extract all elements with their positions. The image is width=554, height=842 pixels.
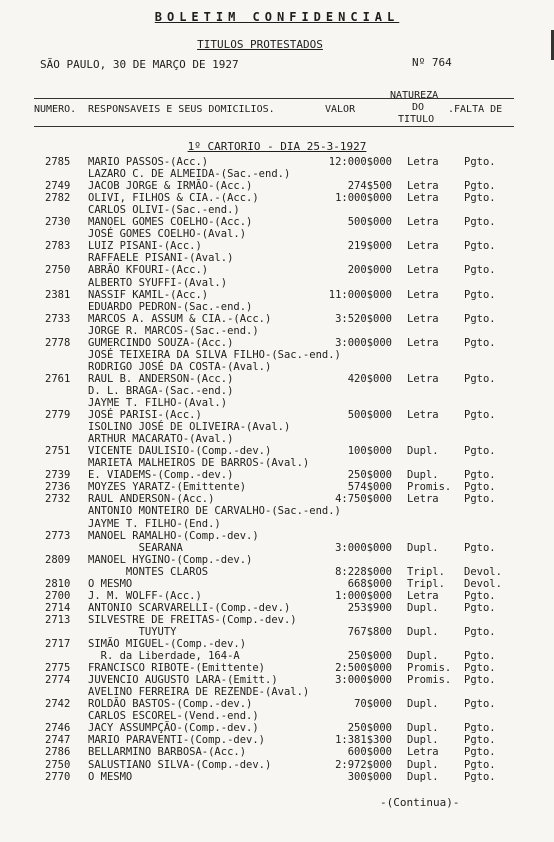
row-value: 8:228$000 xyxy=(335,565,392,578)
row-name: BELLARMINO BARBOSA-(Acc.) xyxy=(88,746,247,759)
row-name: ALBERTO SYUFFI-(Aval.) xyxy=(88,276,228,289)
row-nature: Dupl. xyxy=(407,469,439,482)
row-value: 3:000$000 xyxy=(335,541,392,554)
col-natureza-line2: DO xyxy=(412,102,425,113)
row-nature: Promis. xyxy=(407,674,452,687)
row-value: 668$000 xyxy=(347,577,392,590)
row-falta: Pgto. xyxy=(464,264,496,277)
row-name: J. M. WOLFF-(Acc.) xyxy=(88,589,202,602)
table-row xyxy=(0,481,554,493)
row-nature: Letra xyxy=(407,192,439,205)
row-name: D. L. BRAGA-(Sac.-end.) xyxy=(88,384,234,397)
row-falta: Pgto. xyxy=(464,156,496,168)
row-name: ANTONIO SCARVARELLI-(Comp.-dev.) xyxy=(88,601,291,614)
document-subtitle: TITULOS PROTESTADOS xyxy=(197,38,323,51)
row-name: E. VIADEMS-(Comp.-dev.) xyxy=(88,469,234,482)
row-number: 2736 xyxy=(45,481,71,494)
row-name: JOSÉ GOMES COELHO-(Aval.) xyxy=(88,228,247,241)
row-number: 2381 xyxy=(45,288,71,301)
row-nature: Dupl. xyxy=(407,722,439,735)
row-value: 250$000 xyxy=(347,469,392,482)
row-name: MARIETA MALHEIROS DE BARROS-(Aval.) xyxy=(88,457,310,470)
row-number: 2775 xyxy=(45,662,71,675)
row-value: 574$000 xyxy=(347,481,392,494)
row-name: ABRÃO KFOURI-(Acc.) xyxy=(88,264,209,277)
row-falta: Pgto. xyxy=(464,758,496,771)
row-number: 2810 xyxy=(45,577,71,590)
table-row xyxy=(0,469,554,481)
row-value: 3:520$000 xyxy=(335,312,392,325)
row-value: 1:381$300 xyxy=(335,734,392,747)
row-name: CARLOS OLIVI-(Sac.-end.) xyxy=(88,204,240,217)
row-name: SIMÃO MIGUEL-(Comp.-dev.) xyxy=(88,638,247,650)
table-row xyxy=(0,301,554,313)
row-value: 100$000 xyxy=(347,445,392,458)
row-nature: Dupl. xyxy=(407,758,439,771)
row-number: 2750 xyxy=(45,758,71,771)
row-nature: Letra xyxy=(407,312,439,325)
table-row xyxy=(0,409,554,421)
row-number: 2700 xyxy=(45,589,71,602)
row-nature: Letra xyxy=(407,288,439,301)
row-value: 4:750$000 xyxy=(335,493,392,506)
row-name: MARCOS A. ASSUM & CIA.-(Acc.) xyxy=(88,312,272,325)
row-value: 600$000 xyxy=(347,746,392,759)
row-falta: Pgto. xyxy=(464,288,496,301)
row-value: 12:000$000 xyxy=(328,156,392,168)
row-falta: Devol. xyxy=(464,565,502,578)
row-falta: Pgto. xyxy=(464,662,496,675)
row-value: 250$000 xyxy=(347,650,392,663)
row-number: 2742 xyxy=(45,698,71,711)
row-falta: Pgto. xyxy=(464,650,496,663)
row-number: 2746 xyxy=(45,722,71,735)
row-falta: Pgto. xyxy=(464,409,496,422)
row-value: 274$500 xyxy=(347,180,392,193)
table-row xyxy=(0,361,554,373)
row-nature: Letra xyxy=(407,264,439,277)
row-name: LAZARO C. DE ALMEIDA-(Sac.-end.) xyxy=(88,168,291,181)
table-row xyxy=(0,602,554,614)
table-row xyxy=(0,614,554,626)
col-valor: VALOR xyxy=(325,104,356,115)
row-nature: Letra xyxy=(407,216,439,229)
row-name: FRANCISCO RIBOTE-(Emittente) xyxy=(88,662,266,675)
table-row xyxy=(0,385,554,397)
row-name: MONTES CLAROS xyxy=(88,565,209,578)
row-number: 2739 xyxy=(45,469,71,482)
col-natureza-line1: NATUREZA xyxy=(390,90,439,101)
header-rule-top xyxy=(34,98,514,99)
row-falta: Pgto. xyxy=(464,469,496,482)
table-row xyxy=(0,554,554,566)
row-value: 1:000$000 xyxy=(335,589,392,602)
row-name: LUIZ PISANI-(Acc.) xyxy=(88,240,202,253)
row-nature: Dupl. xyxy=(407,625,439,638)
row-name: ARTHUR MACARATO-(Aval.) xyxy=(88,433,234,446)
row-name: JOSÉ TEIXEIRA DA SILVA FILHO-(Sac.-end.) xyxy=(88,348,341,361)
row-number: 2779 xyxy=(45,409,71,422)
row-number: 2778 xyxy=(45,336,71,349)
row-name: JAYME T. FILHO-(End.) xyxy=(88,517,221,530)
row-value: 767$800 xyxy=(347,625,392,638)
row-falta: Pgto. xyxy=(464,722,496,735)
table-row xyxy=(0,650,554,662)
row-value: 70$000 xyxy=(354,698,392,711)
row-falta: Pgto. xyxy=(464,192,496,205)
row-falta: Pgto. xyxy=(464,674,496,687)
row-falta: Pgto. xyxy=(464,336,496,349)
row-falta: Devol. xyxy=(464,577,502,590)
table-row xyxy=(0,578,554,590)
table-row xyxy=(0,373,554,385)
section-title: 1º CARTORIO - DIA 25-3-1927 xyxy=(187,140,367,153)
row-name: SALUSTIANO SILVA-(Comp.-dev.) xyxy=(88,758,272,771)
row-number: 2786 xyxy=(45,746,71,759)
row-name: O MESMO xyxy=(88,577,133,590)
table-row xyxy=(0,313,554,325)
table-row xyxy=(0,698,554,710)
row-nature: Dupl. xyxy=(407,541,439,554)
row-value: 1:000$000 xyxy=(335,192,392,205)
row-name: SEARANA xyxy=(88,541,183,554)
row-name: NASSIF KAMIL-(Acc.) xyxy=(88,288,209,301)
row-nature: Letra xyxy=(407,180,439,193)
row-number: 2773 xyxy=(45,529,71,542)
row-nature: Promis. xyxy=(407,662,452,675)
row-number: 2783 xyxy=(45,240,71,253)
table-row xyxy=(0,505,554,517)
row-name: MOYZES YARATZ-(Emittente) xyxy=(88,481,247,494)
table-row xyxy=(0,566,554,578)
row-name: O MESMO xyxy=(88,770,133,783)
row-value: 219$000 xyxy=(347,240,392,253)
row-nature: Dupl. xyxy=(407,601,439,614)
table-row xyxy=(0,734,554,746)
row-name: SILVESTRE DE FREITAS-(Comp.-dev.) xyxy=(88,613,297,626)
col-natureza-line3: TITULO xyxy=(398,114,435,125)
row-number: 2730 xyxy=(45,216,71,229)
row-name: JOSÉ PARISI-(Acc.) xyxy=(88,409,202,422)
row-name: JORGE R. MARCOS-(Sac.-end.) xyxy=(88,324,259,337)
row-name: MANOEL RAMALHO-(Comp.-dev.) xyxy=(88,529,259,542)
row-name: MARIO PARAVENTI-(Comp.-dev.) xyxy=(88,734,266,747)
row-number: 2751 xyxy=(45,445,71,458)
row-name: JACOB JORGE & IRMÃO-(Acc.) xyxy=(88,180,253,193)
table-row xyxy=(0,674,554,686)
row-value: 253$900 xyxy=(347,601,392,614)
row-number: 2782 xyxy=(45,192,71,205)
table-row xyxy=(0,433,554,445)
row-falta: Pgto. xyxy=(464,240,496,253)
table-row xyxy=(0,216,554,228)
row-name: VICENTE DAULISIO-(Comp.-dev.) xyxy=(88,445,272,458)
row-falta: Pgto. xyxy=(464,698,496,711)
row-value: 2:500$000 xyxy=(335,662,392,675)
row-name: MANOEL HYGINO-(Comp.-dev.) xyxy=(88,553,253,566)
table-row xyxy=(0,397,554,409)
bulletin-number: Nº 764 xyxy=(412,56,452,69)
row-name: TUYUTY xyxy=(88,625,177,638)
table-row xyxy=(0,518,554,530)
table-row xyxy=(0,722,554,734)
table-row xyxy=(0,746,554,758)
table-row xyxy=(0,337,554,349)
table-row xyxy=(0,156,554,168)
row-value: 3:000$000 xyxy=(335,674,392,687)
table-row xyxy=(0,590,554,602)
row-falta: Pgto. xyxy=(464,601,496,614)
row-value: 250$000 xyxy=(347,722,392,735)
row-name: ISOLINO JOSÉ DE OLIVEIRA-(Aval.) xyxy=(88,421,291,434)
row-falta: Pgto. xyxy=(464,216,496,229)
document-title: BOLETIM CONFIDENCIAL xyxy=(154,10,400,24)
table-row xyxy=(0,686,554,698)
table-row xyxy=(0,192,554,204)
row-number: 2749 xyxy=(45,180,71,193)
table-row xyxy=(0,542,554,554)
row-nature: Letra xyxy=(407,372,439,385)
row-name: RAUL ANDERSON-(Acc.) xyxy=(88,493,215,506)
row-name: CARLOS ESCOREL-(Vend.-end.) xyxy=(88,710,259,723)
row-nature: Letra xyxy=(407,589,439,602)
row-nature: Dupl. xyxy=(407,734,439,747)
row-value: 420$000 xyxy=(347,372,392,385)
row-number: 2809 xyxy=(45,553,71,566)
row-name: RODRIGO JOSÉ DA COSTA-(Aval.) xyxy=(88,360,272,373)
row-nature: Letra xyxy=(407,336,439,349)
col-falta: .FALTA DE xyxy=(448,104,503,115)
row-nature: Letra xyxy=(407,156,439,168)
row-number: 2717 xyxy=(45,638,71,650)
table-row xyxy=(0,759,554,771)
col-numero: NUMERO. xyxy=(34,104,77,115)
table-row xyxy=(0,228,554,240)
row-value: 11:000$000 xyxy=(328,288,392,301)
row-falta: Pgto. xyxy=(464,746,496,759)
row-value: 3:000$000 xyxy=(335,336,392,349)
row-nature: Letra xyxy=(407,240,439,253)
table-row xyxy=(0,325,554,337)
table-row xyxy=(0,493,554,505)
row-name: AVELINO FERREIRA DE REZENDE-(Aval.) xyxy=(88,686,310,699)
row-nature: Tripl. xyxy=(407,565,445,578)
row-falta: Pgto. xyxy=(464,445,496,458)
col-responsaveis: RESPONSAVEIS E SEUS DOMICILIOS. xyxy=(88,104,275,115)
row-name: ANTONIO MONTEIRO DE CARVALHO-(Sac.-end.) xyxy=(88,505,341,518)
table-row xyxy=(0,180,554,192)
row-falta: Pgto. xyxy=(464,180,496,193)
row-falta: Pgto. xyxy=(464,625,496,638)
row-nature: Letra xyxy=(407,409,439,422)
row-name: R. da Liberdade, 164-A xyxy=(88,650,240,663)
row-falta: Pgto. xyxy=(464,493,496,506)
place-date: SÃO PAULO, 30 DE MARÇO DE 1927 xyxy=(40,58,239,71)
row-falta: Pgto. xyxy=(464,541,496,554)
row-nature: Tripl. xyxy=(407,577,445,590)
table-row xyxy=(0,662,554,674)
row-number: 2750 xyxy=(45,264,71,277)
row-value: 500$000 xyxy=(347,216,392,229)
continued-note: -(Continua)- xyxy=(380,796,460,809)
row-falta: Pgto. xyxy=(464,734,496,747)
table-row xyxy=(0,289,554,301)
row-name: MANOEL GOMES COELHO-(Acc.) xyxy=(88,216,253,229)
row-value: 300$000 xyxy=(347,770,392,783)
table-row xyxy=(0,710,554,722)
header-rule-bottom xyxy=(34,126,514,127)
table-row xyxy=(0,349,554,361)
row-name: JAYME T. FILHO-(Aval.) xyxy=(88,397,228,409)
row-name: RAFFAELE PISANI-(Aval.) xyxy=(88,252,234,265)
table-row xyxy=(0,638,554,650)
row-number: 2785 xyxy=(45,156,71,168)
table-row xyxy=(0,252,554,264)
row-falta: Pgto. xyxy=(464,372,496,385)
row-nature: Dupl. xyxy=(407,445,439,458)
table-row xyxy=(0,421,554,433)
row-number: 2774 xyxy=(45,674,71,687)
row-value: 200$000 xyxy=(347,264,392,277)
row-number: 2713 xyxy=(45,613,71,626)
row-falta: Pgto. xyxy=(464,770,496,783)
row-number: 2761 xyxy=(45,372,71,385)
row-name: EDUARDO PEDRON-(Sac.-end.) xyxy=(88,300,253,313)
row-name: RAUL B. ANDERSON-(Acc.) xyxy=(88,372,234,385)
row-name: JUVENCIO AUGUSTO LARA-(Emitt.) xyxy=(88,674,278,687)
row-number: 2714 xyxy=(45,601,71,614)
table-row xyxy=(0,277,554,289)
row-value: 500$000 xyxy=(347,409,392,422)
table-row xyxy=(0,168,554,180)
row-number: 2770 xyxy=(45,770,71,783)
table-row xyxy=(0,204,554,216)
row-falta: Pgto. xyxy=(464,481,496,494)
row-falta: Pgto. xyxy=(464,312,496,325)
table-row xyxy=(0,264,554,276)
row-nature: Dupl. xyxy=(407,650,439,663)
row-name: JACY ASSUMPÇÃO-(Comp.-dev.) xyxy=(88,722,259,735)
table-row xyxy=(0,445,554,457)
row-nature: Promis. xyxy=(407,481,452,494)
row-nature: Dupl. xyxy=(407,770,439,783)
table-row xyxy=(0,626,554,638)
row-name: GUMERCINDO SOUZA-(Acc.) xyxy=(88,336,234,349)
table-row xyxy=(0,771,554,783)
table-row xyxy=(0,457,554,469)
row-name: ROLDÃO BASTOS-(Comp.-dev.) xyxy=(88,698,253,711)
row-name: MARIO PASSOS-(Acc.) xyxy=(88,156,209,168)
row-nature: Dupl. xyxy=(407,698,439,711)
row-falta: Pgto. xyxy=(464,589,496,602)
row-nature: Letra xyxy=(407,493,439,506)
row-name: OLIVI, FILHOS & CIA.-(Acc.) xyxy=(88,192,259,205)
row-number: 2733 xyxy=(45,312,71,325)
table-row xyxy=(0,240,554,252)
row-number: 2732 xyxy=(45,493,71,506)
table-row xyxy=(0,530,554,542)
row-number: 2747 xyxy=(45,734,71,747)
row-nature: Letra xyxy=(407,746,439,759)
row-value: 2:972$000 xyxy=(335,758,392,771)
